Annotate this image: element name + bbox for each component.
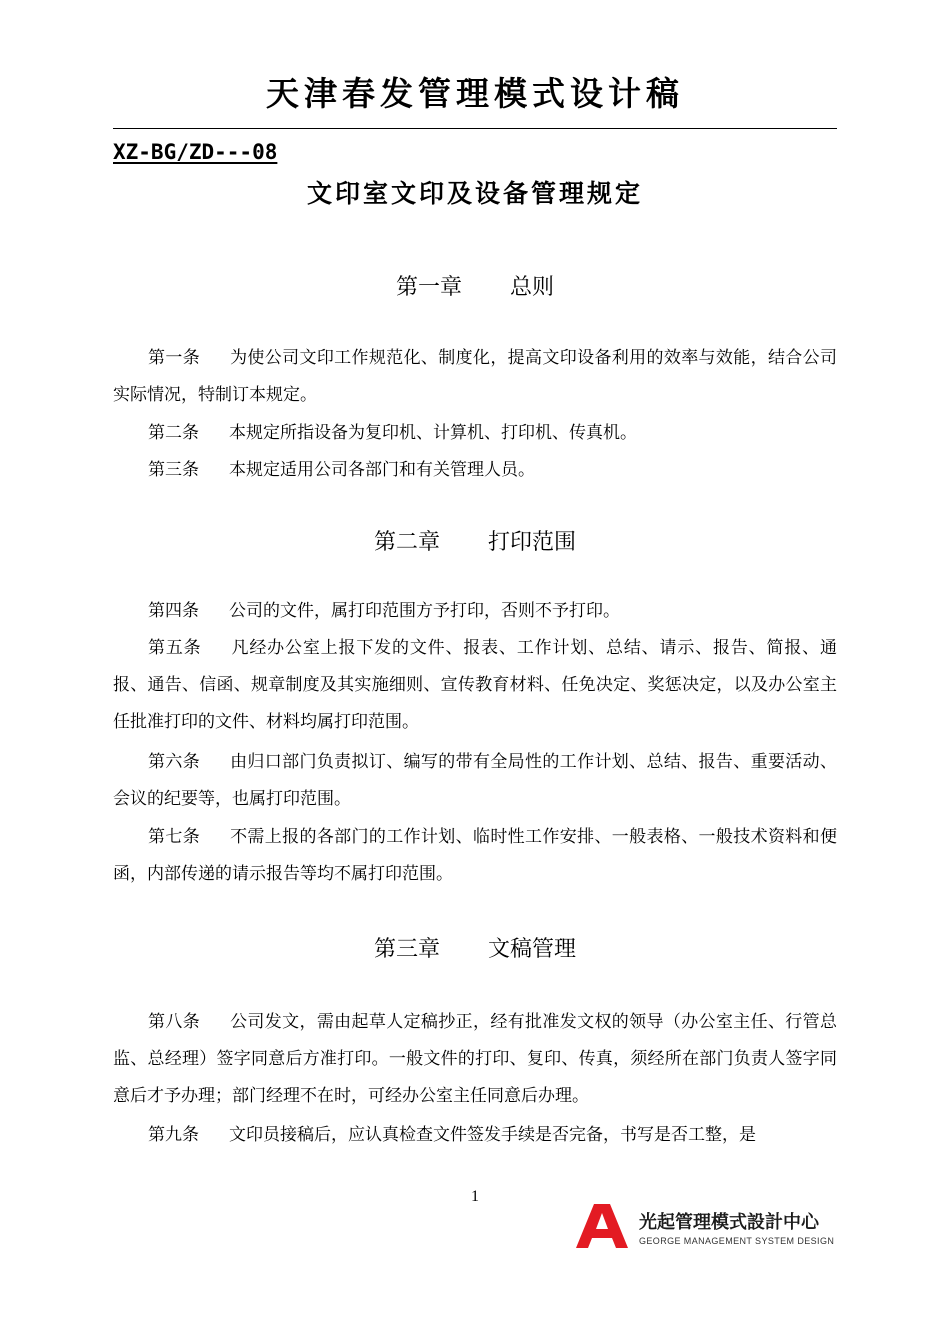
- logo-a-mark-icon: [576, 1204, 628, 1248]
- article-label: 第二条: [148, 423, 199, 443]
- article-text: 本规定适用公司各部门和有关管理人员。: [229, 460, 535, 480]
- article-7: [113, 819, 837, 893]
- chapter-heading-1: [0, 270, 950, 301]
- article-label: 第四条: [148, 601, 199, 621]
- document-code: XZ-BG/ZD---08: [113, 140, 278, 164]
- logo-english-name: GEORGE MANAGEMENT SYSTEM DESIGN: [639, 1236, 835, 1246]
- header-title: 天津春发管理模式设计稿: [266, 74, 684, 113]
- chapter-heading-2: [0, 525, 950, 556]
- article-text: 由归口部门负责拟订、编写的带有全局性的工作计划、总结、报告、重要活动、会议的纪要等，也属打印范围。: [113, 752, 838, 809]
- article-3: [113, 452, 837, 489]
- article-8: [113, 1004, 837, 1115]
- article-text: 文印员接稿后，应认真检查文件签发手续是否完备，书写是否工整，是: [229, 1125, 756, 1145]
- article-label: 第一条: [148, 348, 201, 368]
- chapter-name: 文稿管理: [488, 937, 577, 962]
- article-text: 不需上报的各部门的工作计划、临时性工作安排、一般表格、一般技术资料和便函，内部传递的请示报告等均不属打印范围。: [113, 827, 838, 884]
- article-2: [113, 415, 837, 452]
- article-4: [113, 593, 837, 630]
- logo-chinese-name: 光起管理模式設計中心: [639, 1212, 819, 1233]
- article-label: 第七条: [148, 827, 201, 847]
- header-divider: [113, 128, 837, 129]
- chapter-number: 第二章: [373, 530, 440, 555]
- chapter-number: 第一章: [395, 275, 462, 300]
- article-label: 第六条: [148, 752, 201, 772]
- page-number: 1: [471, 1188, 479, 1205]
- article-text: 公司发文，需由起草人定稿抄正，经有批准发文权的领导（办公室主任、行管总监、总经理）签字同意后方准打印。一般文件的打印、复印、传真，须经所在部门负责人签字同意后才予办理；部门经理不在时，可经办公室主任同意后办理。: [113, 1012, 838, 1106]
- article-text: 凡经办公室上报下发的文件、报表、工作计划、总结、请示、报告、简报、通报、通告、信函、规章制度及其实施细则、宣传教育材料、任免决定、奖惩决定，以及办公室主任批准打印的文件、材料均属打印范围。: [113, 638, 837, 732]
- article-text: 为使公司文印工作规范化、制度化，提高文印设备利用的效率与效能，结合公司实际情况，特制订本规定。: [113, 348, 838, 405]
- article-label: 第九条: [148, 1125, 199, 1145]
- article-1: [113, 340, 837, 414]
- article-label: 第八条: [148, 1012, 201, 1032]
- article-label: 第三条: [148, 460, 199, 480]
- article-label: 第五条: [148, 638, 202, 658]
- chapter-number: 第三章: [373, 937, 440, 962]
- article-text: 本规定所指设备为复印机、计算机、打印机、传真机。: [229, 423, 637, 443]
- document-title: 文印室文印及设备管理规定: [306, 179, 643, 208]
- article-5: [113, 630, 837, 741]
- chapter-heading-3: [0, 932, 950, 963]
- article-text: 公司的文件，属打印范围方予打印，否则不予打印。: [229, 601, 620, 621]
- article-6: [113, 744, 837, 818]
- footer-logo: [576, 1202, 838, 1252]
- article-9: [113, 1117, 837, 1154]
- chapter-name: 打印范围: [488, 530, 577, 555]
- chapter-name: 总则: [510, 275, 555, 300]
